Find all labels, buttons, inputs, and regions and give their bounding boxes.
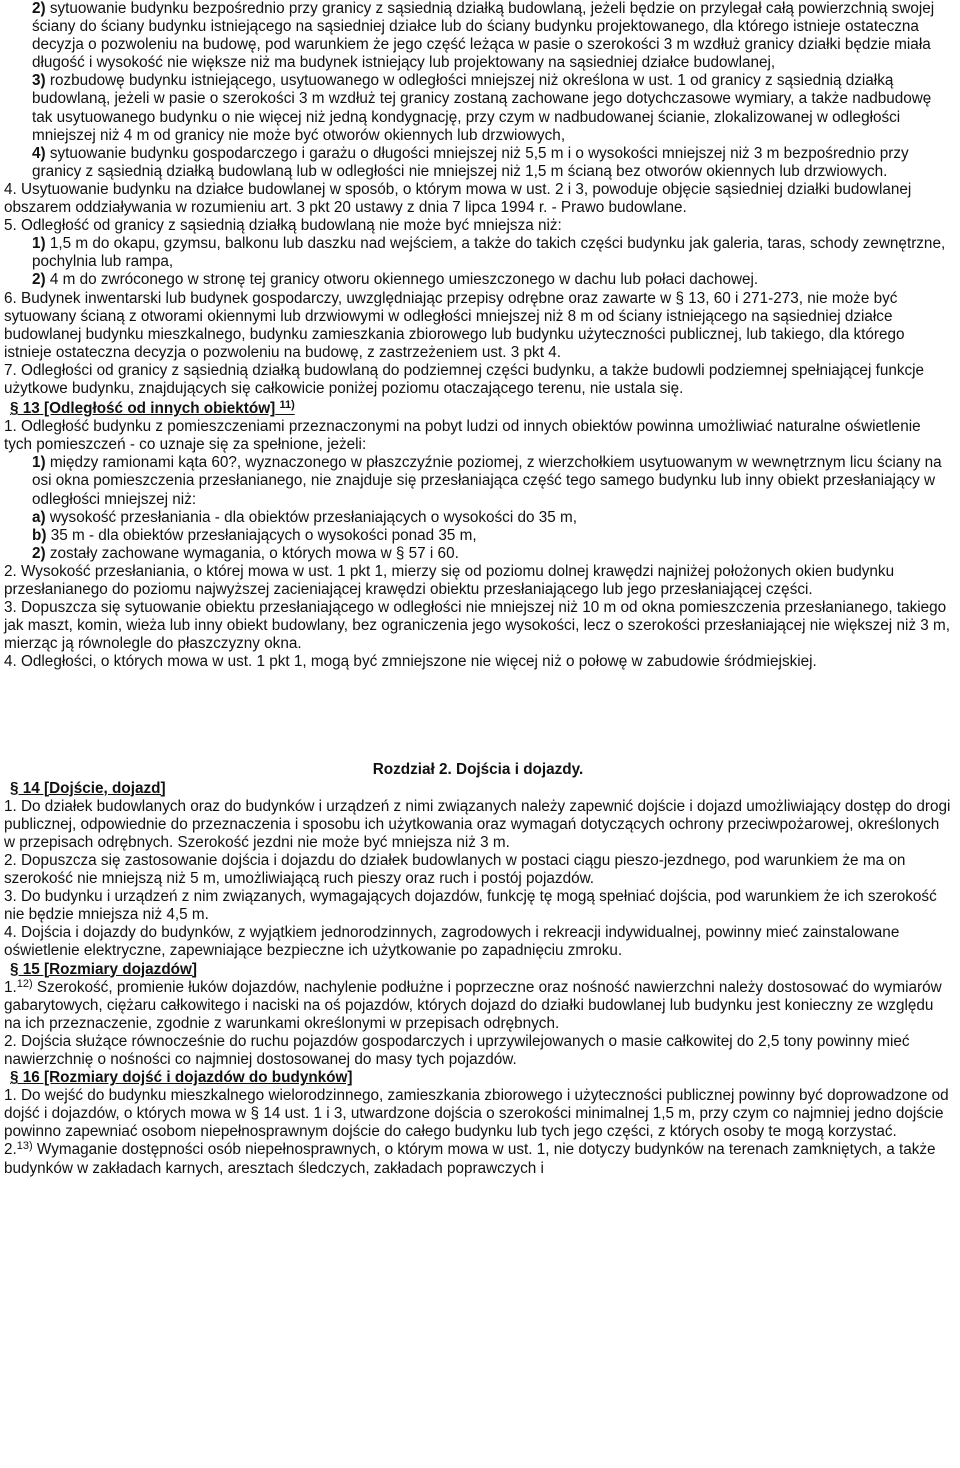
section-heading: § 13 [Odległość od innych obiektów] $^{11)}$ — [10, 399, 295, 418]
footnote-ref: 11) — [279, 399, 295, 412]
paragraph: 6. Budynek inwentarski lub budynek gospodarczy, uwzględniając przepisy odrębne oraz zawarte w § 13, 60 i 271-273, nie może być sytuowany ścianą z otworami okiennymi lub drzwiowymi w odległości mniejszej niż 8 m od ściany istniejącego na sąsiedniej działce budowlanej budynku mieszkalnego, budynku zamieszkania zbiorowego lub budynku użyteczności publicznej, lub takiego, dla którego istnieje ostateczna decyzja o pozwoleniu na budowę, z zastrzeżeniem ust. 3 pkt 4. — [4, 289, 905, 361]
paragraph: 4. Usytuowanie budynku na działce budowlanej w sposób, o którym mowa w ust. 2 i 3, powoduje objęcie sąsiedniej działki budowlanej obszarem oddziaływania w rozumieniu art. 3 pkt 20 ustawy z dnia 7 lipca 1994 r. - Prawo budowlane. — [4, 180, 912, 217]
section-heading: § 16 [Rozmiary dojść i dojazdów do budynków] — [10, 1069, 353, 1087]
paragraph: 4. Dojścia i dojazdy do budynków, z wyjątkiem jednorodzinnych, zagrodowych i rekreacji indywidualnej, powinny mieć zainstalowane oświetlenie elektryczne, zapewniające bezpieczne ich użytkowanie po zapadnięciu zmroku. — [4, 924, 900, 960]
paragraph: 7. Odległości od granicy z sąsiednią działką budowlaną do podziemnej części budynku, a także budowli podziemnej spełniającej funkcje użytkowe budynku, znajdujących się całkowicie poniżej poziomu otaczającego terenu, nie ustala się. — [4, 361, 925, 397]
paragraph: 3. Dopuszcza się sytuowanie obiektu przesłaniającego w odległości nie mniejszej niż 10 m od okna pomieszczenia przesłanianego, takiego jak maszt, komin, wieża lub inny obiekt budowlany, bez ograniczenia jego wysokości, lecz o szerokości przesłaniającej nie większej niż 3 m, mierząc ją równolegle do płaszczyzny okna. — [4, 599, 951, 653]
chapter-title: Rozdział 2. Dojścia i dojazdy. — [372, 761, 584, 779]
paragraph: 1.$^{12)}$ Szerokość, promienie łuków dojazdów, nachylenie podłużne i poprzeczne oraz nośność nawierzchni należy dostosować do wymiarów gabarytowych, ciężaru całkowitego i naciski na oś pojazdów, których dojazd do działki budowlanej lub budynku jest konieczny ze względu na ich przeznaczenie, zgodnie z warunkami określonymi w przepisach odrębnych. — [4, 977, 942, 1032]
footnote-ref: 12) — [16, 977, 33, 990]
footnote-ref: 13) — [16, 1140, 33, 1153]
paragraph: 1. Odległość budynku z pomieszczeniami przeznaczonymi na pobyt ludzi od innych obiektów powinna umożliwiać naturalne oświetlenie tych pomieszczeń - co uznaje się za spełnione, jeżeli: — [4, 418, 921, 454]
paragraph: 4. Odległości, o których mowa w ust. 1 pkt 1, mogą być zmniejszone nie więcej niż o połowę w zabudowie śródmiejskiej. — [4, 653, 817, 671]
list-item: a) wysokość przesłaniania - dla obiektów przesłaniających o wysokości do 35 m, — [32, 508, 577, 526]
paragraph: 2. Dopuszcza się zastosowanie dojścia i dojazdu do działek budowlanych w postaci ciągu pieszo-jezdnego, pod warunkiem że ma on szerokość nie mniejszą niż 5 m, umożliwiającą ruch pieszy oraz ruch i postój pojazdów. — [4, 851, 906, 888]
list-item: 2) 4 m do zwróconego w stronę tej granicy otworu okiennego umieszczonego w dachu lub połaci dachowej. — [32, 271, 759, 289]
list-item: 1) 1,5 m do okapu, gzymsu, balkonu lub daszku nad wejściem, a także do takich części budynku jak galeria, taras, schody zewnętrzne, pochylnia lub rampa, — [32, 235, 946, 271]
list-item: 2) zostały zachowane wymagania, o których mowa w § 57 i 60. — [32, 544, 459, 562]
paragraph: 2.$^{13)}$ Wymaganie dostępności osób niepełnosprawnych, o którym mowa w ust. 1, nie dotyczy budynków na terenach zamkniętych, a także budynków w zakładach karnych, aresztach śledczych, zakładach poprawczych i — [4, 1140, 936, 1177]
list-item: 2) sytuowanie budynku bezpośrednio przy granicy z sąsiednią działką budowlaną, jeżeli będzie on przylegał całą powierzchnią swojej ściany do ściany budynku istniejącego na sąsiedniej działce lub do ściany budynku projektowanego, dla którego istnieje ostateczna decyzja o pozwoleniu na budowę, pod warunkiem że jego część leżąca w pasie o szerokości 3 m wzdłuż granicy działki będzie miała długość i wysokość nie większe niż ma budynek istniejący lub projektowany na sąsiedniej działce budowlanej, — [32, 0, 935, 72]
list-item: 3) rozbudowę budynku istniejącego, usytuowanego w odległości mniejszej niż określona w ust. 1 od granicy z sąsiednią działką budowlaną, jeżeli w pasie o szerokości 3 m wzdłuż tej granicy zostaną zachowane jego dotychczasowe wymiary, a także nadbudowę tak usytuowanego budynku o nie więcej niż jedną kondygnację, przy czym w nadbudowanej ścianie, zlokalizowanej w odległości mniejszej niż 4 m od granicy nie może być otworów okiennych lub drzwiowych, — [32, 72, 932, 144]
list-item: 1) między ramionami kąta 60?, wyznaczonego w płaszczyźnie poziomej, z wierzchołkiem usytuowanym w wewnętrznym licu ściany na osi okna pomieszczenia przesłanianego, nie znajduje się przesłaniająca część tego samego budynku lub inny obiekt przesłaniający w odległości mniejszej niż: — [32, 454, 942, 508]
paragraph: 2. Wysokość przesłaniania, o której mowa w ust. 1 pkt 1, mierzy się od poziomu dolnej krawędzi najniżej położonych okien budynku przesłanianego do poziomu najwyższej zacieniającej krawędzi obiektu przesłaniającego lub jego przesłaniającej części. — [4, 562, 895, 598]
list-item: 4) sytuowanie budynku gospodarczego i garażu o długości mniejszej niż 5,5 m i o wysokości mniejszej niż 3 m bezpośrednio przy granicy z sąsiednią działką budowlaną lub w odległości nie mniejszej niż 1,5 m ścianą bez otworów okiennych lub drzwiowych. — [32, 144, 909, 180]
section-heading: § 14 [Dojście, dojazd] — [10, 779, 166, 797]
list-item: b) 35 m - dla obiektów przesłaniających o wysokości ponad 35 m, — [32, 526, 477, 544]
spacer — [4, 671, 952, 761]
paragraph: 1. Do wejść do budynku mieszkalnego wielorodzinnego, zamieszkania zbiorowego i użyteczności publicznej powinny być doprowadzone od dojść i dojazdów, o których mowa w § 14 ust. 1 i 3, utwardzone dojścia o szerokości minimalnej 1,5 m, przy czym co najmniej jedno dojście powinno zapewniać osobom niepełnosprawnym dojście do całego budynku lub tych jego części, z których osoby te mogą korzystać. — [4, 1087, 949, 1141]
document-page — [4, 0, 952, 1178]
paragraph: 1. Do działek budowlanych oraz do budynków i urządzeń z nimi związanych należy zapewnić dojście i dojazd umożliwiający dostęp do drogi publicznej, odpowiednie do przeznaczenia i sposobu ich użytkowania oraz wymagań dotyczących ochrony przeciwpożarowej, określonych w przepisach odrębnych. Szerokość jezdni nie może być mniejsza niż 3 m. — [4, 797, 951, 851]
paragraph: 5. Odległość od granicy z sąsiednią działką budowlaną nie może być mniejsza niż: — [4, 217, 562, 235]
paragraph: 2. Dojścia służące równocześnie do ruchu pojazdów gospodarczych i uprzywilejowanych o masie całkowitej do 2,5 tony powinny mieć nawierzchnię o nośności co najmniej dostosowanej do masy tych pojazdów. — [4, 1032, 910, 1068]
paragraph: 3. Do budynku i urządzeń z nim związanych, wymagających dojazdów, funkcję tę mogą spełniać dojścia, pod warunkiem że ich szerokość nie będzie mniejsza niż 4,5 m. — [4, 888, 937, 924]
section-heading: § 15 [Rozmiary dojazdów] — [10, 960, 197, 978]
